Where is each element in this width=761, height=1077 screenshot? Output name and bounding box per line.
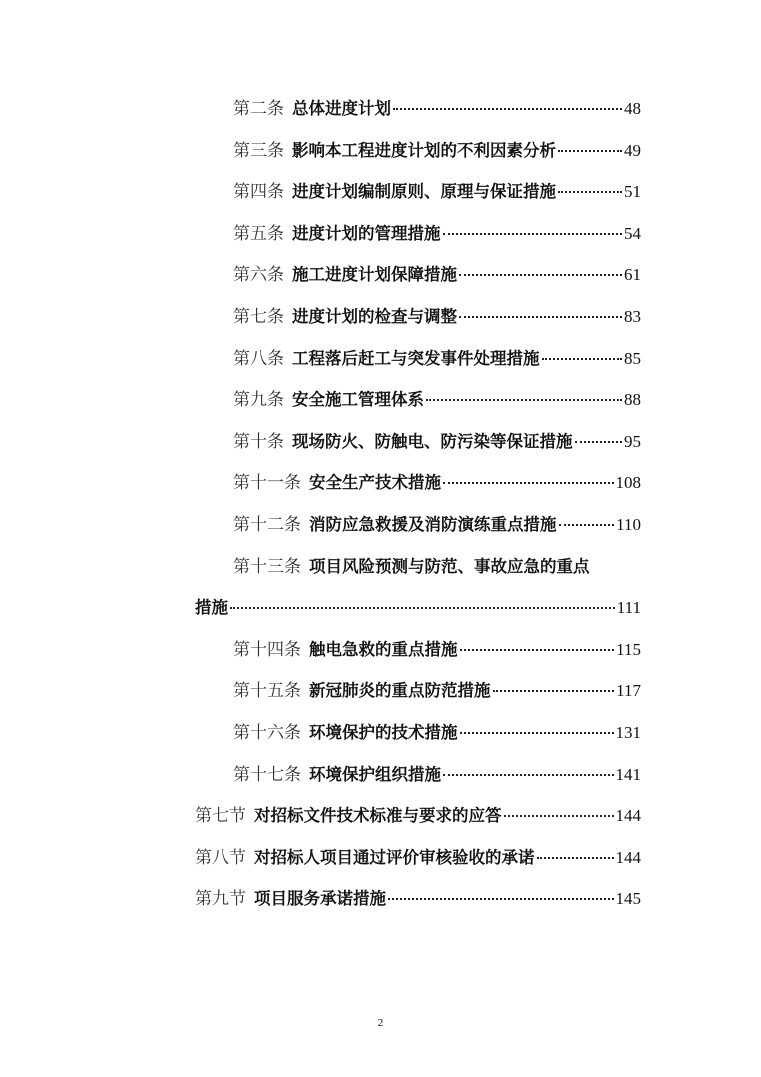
toc-entry[interactable] [195,421,641,463]
toc-entry-number: 第十六条 [233,722,301,742]
toc-entry-title: 消防应急救援及消防演练重点措施 [309,514,557,534]
toc-entry[interactable] [195,754,641,796]
toc-entry[interactable] [195,712,641,754]
toc-entry-page: 144 [615,847,641,867]
toc-entry-title: 进度计划的管理措施 [292,223,441,243]
toc-entry-number: 第二条 [233,99,284,118]
toc-entry-title: 施工进度计划保障措施 [292,265,457,285]
dot-leader [559,523,615,526]
toc-entry-title: 对招标文件技术标准与要求的应答 [254,806,502,826]
toc-entry[interactable] [195,379,641,421]
toc-entry-title: 影响本工程进度计划的不利因素分析 [292,140,556,160]
toc-entry-page: 131 [615,722,641,742]
toc-entry[interactable] [195,629,641,671]
dot-leader [393,107,622,110]
dot-leader [426,398,622,401]
toc-entry-number: 第七条 [233,306,284,326]
toc-entry-number: 第十条 [233,431,284,451]
dot-leader [493,689,615,692]
toc-entry-title: 对招标人项目通过评价审核验收的承诺 [254,847,535,867]
dot-leader [542,357,623,360]
toc-entry[interactable] [195,546,641,588]
dot-leader [443,773,614,776]
dot-leader [230,606,615,609]
toc-entry-title: 进度计划编制原则、原理与保证措施 [292,182,556,202]
toc-entry[interactable] [195,296,641,338]
dot-leader [460,731,614,734]
toc-entry-page: 141 [615,764,641,784]
toc-entry-number: 第十三条 [233,556,301,576]
toc-entry-page: 115 [616,639,641,659]
toc-entry-number: 第八条 [233,348,284,368]
toc-entry-continued[interactable] [195,587,641,629]
toc-entry-page: 88 [624,390,641,410]
toc-entry-number: 第八节 [195,847,246,867]
toc-entry-title: 项目风险预测与防范、事故应急的重点 [309,556,590,576]
toc-entry-title: 现场防火、防触电、防污染等保证措施 [292,431,573,451]
toc-entry-number: 第三条 [233,140,284,160]
toc-entry-page: 83 [624,306,641,326]
toc-entry-page: 54 [624,223,641,243]
toc-entry-page: 95 [624,431,641,451]
toc-entry-number: 第七节 [195,806,246,826]
toc-entry-number: 第十四条 [233,639,301,659]
dot-leader [443,232,623,235]
dot-leader [558,190,622,193]
toc-entry-page: 49 [624,140,641,160]
toc-entry[interactable] [195,878,641,920]
toc-entry-page: 145 [615,889,641,909]
toc-entry-number: 第十二条 [233,514,301,534]
toc-entry-number: 第九条 [233,390,284,410]
toc-entry-title: 新冠肺炎的重点防范措施 [309,681,491,701]
dot-leader [459,315,622,318]
toc-entry[interactable] [195,254,641,296]
toc-entry[interactable] [195,462,641,504]
toc-entry[interactable] [195,504,641,546]
dot-leader [558,149,622,152]
toc-entry[interactable] [195,213,641,255]
toc-entry-title: 进度计划的检查与调整 [292,306,457,326]
toc-entry-title: 环境保护的技术措施 [309,722,458,742]
toc-entry[interactable] [195,795,641,837]
toc-entry-page: 111 [616,598,641,618]
toc-entry-title: 措施 [195,598,228,618]
toc-entry-page: 48 [624,99,641,118]
toc-entry-page: 108 [615,473,641,493]
toc-entry-page: 85 [624,348,641,368]
toc-entry-title: 工程落后赶工与突发事件处理措施 [292,348,540,368]
toc-entry-number: 第十一条 [233,473,301,493]
toc-entry[interactable] [195,837,641,879]
toc-entry-number: 第十五条 [233,681,301,701]
dot-leader [388,897,614,900]
dot-leader [443,481,614,484]
toc-entry-page: 51 [624,182,641,202]
toc-entry[interactable] [195,670,641,712]
toc-entry-title: 总体进度计划 [292,99,391,118]
toc-entry[interactable] [195,338,641,380]
toc-entry-page: 110 [616,514,641,534]
dot-leader [460,648,615,651]
toc-entry-page: 61 [624,265,641,285]
toc-entry-number: 第十七条 [233,764,301,784]
page-number: 2 [377,1017,384,1029]
dot-leader [459,273,622,276]
toc-entry-title: 环境保护组织措施 [309,764,441,784]
toc-entry-number: 第六条 [233,265,284,285]
toc-entry[interactable] [195,88,641,130]
toc-entry-number: 第四条 [233,182,284,202]
toc-entry-page: 144 [615,806,641,826]
toc-entry-number: 第九节 [195,889,246,909]
toc-entry-title: 安全施工管理体系 [292,390,424,410]
toc-entry-title: 项目服务承诺措施 [254,889,386,909]
toc-entry-title: 触电急救的重点措施 [309,639,458,659]
dot-leader [537,856,614,859]
toc-entry[interactable] [195,171,641,213]
table-of-contents [195,88,641,920]
toc-entry-page: 117 [616,681,641,701]
toc-entry[interactable] [195,130,641,172]
toc-entry-number: 第五条 [233,223,284,243]
dot-leader [504,814,614,817]
dot-leader [575,440,623,443]
toc-entry-title: 安全生产技术措施 [309,473,441,493]
